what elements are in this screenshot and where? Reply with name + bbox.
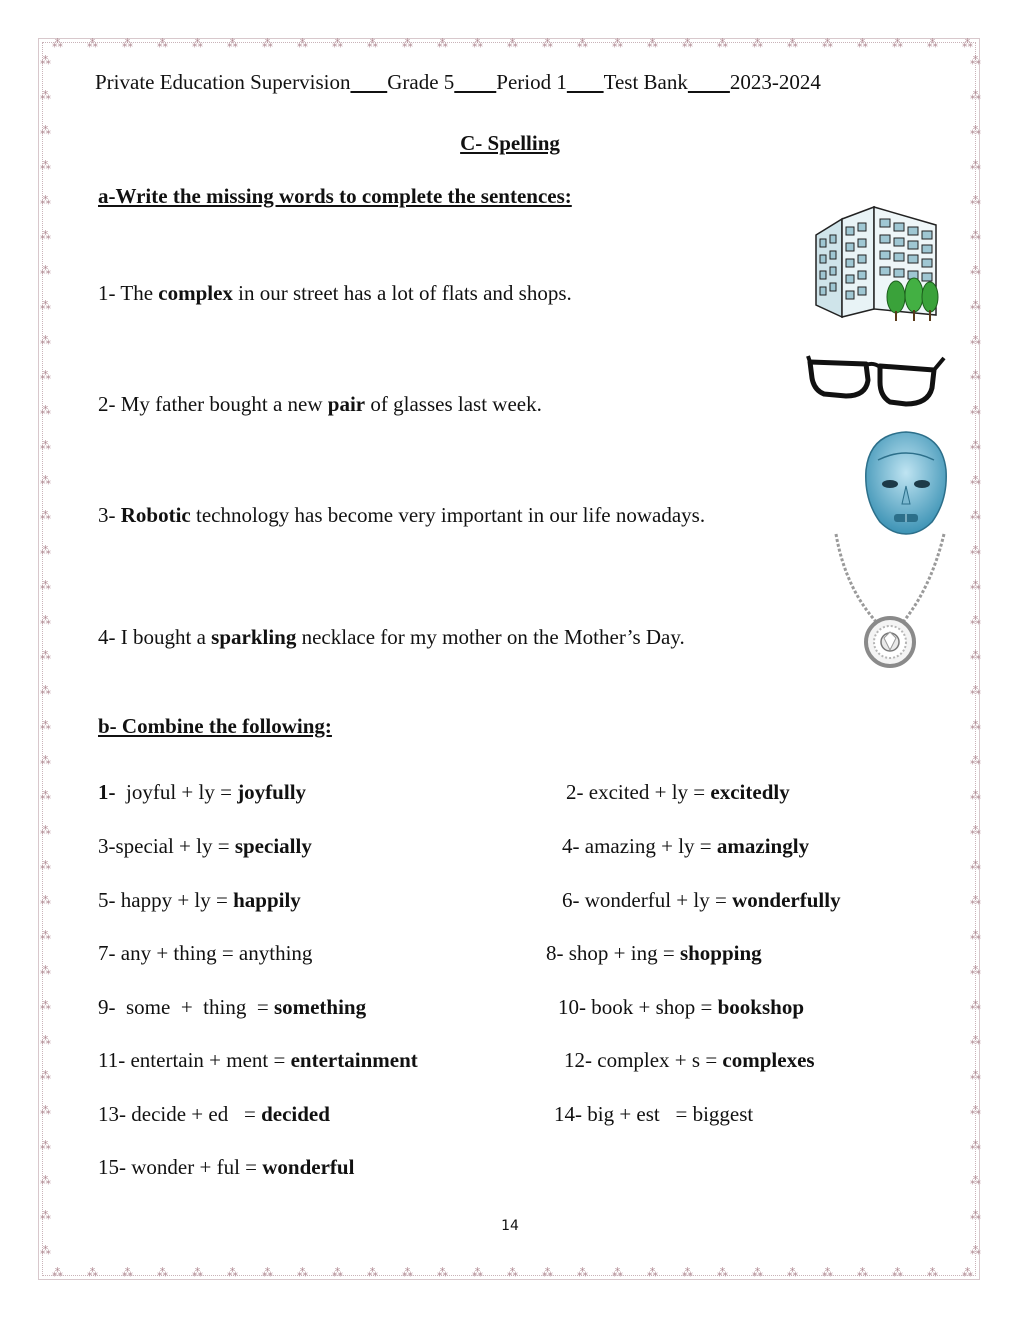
border-ornament: ⁂ <box>40 1000 51 1012</box>
border-ornament: ⁂ <box>40 265 51 277</box>
sentence-2-start: 2- My father bought a new <box>98 392 328 416</box>
border-ornament: ⁂ <box>822 38 833 50</box>
sentence-4 <box>98 625 685 650</box>
combo-1-answer: joyfully <box>237 780 307 804</box>
sentence-1-end: in our street has a lot of flats and shops. <box>232 281 572 305</box>
border-ornament: ⁂ <box>970 790 981 802</box>
border-ornament: ⁂ <box>367 38 378 50</box>
combo-15-num: 15- <box>98 1155 126 1179</box>
border-ornament: ⁂ <box>542 1267 553 1279</box>
combo-14-num: 14- <box>554 1102 582 1126</box>
combo-12-num: 12- <box>564 1048 592 1072</box>
border-ornament: ⁂ <box>297 1267 308 1279</box>
border-ornament: ⁂ <box>612 1267 623 1279</box>
border-ornament: ⁂ <box>52 38 63 50</box>
border-ornament: ⁂ <box>40 965 51 977</box>
combo-11-num: 11- <box>98 1048 126 1072</box>
border-ornament: ⁂ <box>332 38 343 50</box>
border-ornament: ⁂ <box>40 125 51 137</box>
border-ornament: ⁂ <box>892 38 903 50</box>
border-ornament: ⁂ <box>40 55 51 67</box>
combo-5-num: 5- <box>98 888 116 912</box>
combo-8-expr: shop + ing = <box>563 941 680 965</box>
border-ornament: ⁂ <box>857 38 868 50</box>
border-ornament: ⁂ <box>507 38 518 50</box>
combo-item-5 <box>98 888 301 913</box>
combo-item-3 <box>98 834 312 859</box>
necklace-image <box>830 532 948 674</box>
combo-11-answer: entertainment <box>290 1048 418 1072</box>
border-ornament: ⁂ <box>970 1175 981 1187</box>
combo-9-expr: some + thing = <box>115 995 274 1019</box>
combo-1-expr: joyful + ly = <box>115 780 238 804</box>
border-ornament: ⁂ <box>970 90 981 102</box>
sentence-1-answer: complex <box>158 281 233 305</box>
border-ornament: ⁂ <box>40 230 51 242</box>
combo-item-11 <box>98 1048 418 1073</box>
combo-9-num: 9- <box>98 995 116 1019</box>
sentence-4-start: 4- I bought a <box>98 625 212 649</box>
combo-item-7 <box>98 941 312 966</box>
combo-8-answer: shopping <box>679 941 762 965</box>
combo-10-answer: bookshop <box>717 995 804 1019</box>
border-ornament: ⁂ <box>262 38 273 50</box>
border-ornament: ⁂ <box>40 895 51 907</box>
combo-3-expr: special + ly = <box>115 834 235 858</box>
border-ornament: ⁂ <box>970 825 981 837</box>
border-ornament: ⁂ <box>577 38 588 50</box>
border-ornament: ⁂ <box>970 615 981 627</box>
border-ornament: ⁂ <box>40 755 51 767</box>
border-ornament: ⁂ <box>962 1267 973 1279</box>
border-ornament: ⁂ <box>970 335 981 347</box>
border-ornament: ⁂ <box>970 195 981 207</box>
border-ornament: ⁂ <box>40 475 51 487</box>
page-header <box>95 70 903 95</box>
border-ornament: ⁂ <box>40 300 51 312</box>
border-ornament: ⁂ <box>402 38 413 50</box>
combo-15-expr: wonder + ful = <box>126 1155 263 1179</box>
section-b-heading: b- Combine the following: <box>98 714 332 738</box>
combo-8-num: 8- <box>546 941 564 965</box>
border-ornament: ⁂ <box>970 720 981 732</box>
sentence-2 <box>98 392 542 417</box>
border-ornament: ⁂ <box>402 1267 413 1279</box>
border-ornament: ⁂ <box>647 38 658 50</box>
combo-item-6 <box>562 888 841 913</box>
section-title: C- Spelling <box>460 131 560 155</box>
border-ornament: ⁂ <box>40 545 51 557</box>
border-ornament: ⁂ <box>40 160 51 172</box>
combo-item-9 <box>98 995 366 1020</box>
combo-item-13 <box>98 1102 330 1127</box>
border-ornament: ⁂ <box>40 650 51 662</box>
combo-item-1 <box>98 780 306 805</box>
border-ornament: ⁂ <box>970 440 981 452</box>
border-ornament: ⁂ <box>970 125 981 137</box>
border-ornament: ⁂ <box>892 1267 903 1279</box>
combo-1-num: 1- <box>98 780 116 804</box>
combo-item-8 <box>546 941 762 966</box>
border-ornament: ⁂ <box>40 930 51 942</box>
border-ornament: ⁂ <box>970 1000 981 1012</box>
border-ornament: ⁂ <box>970 1035 981 1047</box>
border-ornament: ⁂ <box>577 1267 588 1279</box>
border-ornament: ⁂ <box>970 930 981 942</box>
border-ornament: ⁂ <box>970 965 981 977</box>
combo-14-expr: big + est = biggest <box>582 1102 754 1126</box>
border-ornament: ⁂ <box>787 1267 798 1279</box>
border-ornament: ⁂ <box>297 38 308 50</box>
border-ornament: ⁂ <box>970 510 981 522</box>
border-ornament: ⁂ <box>122 1267 133 1279</box>
border-ornament: ⁂ <box>970 685 981 697</box>
combo-item-15 <box>98 1155 354 1180</box>
combo-13-answer: decided <box>261 1102 330 1126</box>
combo-5-answer: happily <box>233 888 301 912</box>
combo-3-num: 3- <box>98 834 116 858</box>
border-ornament: ⁂ <box>40 1140 51 1152</box>
border-ornament: ⁂ <box>40 790 51 802</box>
combo-2-expr: excited + ly = <box>583 780 711 804</box>
header-institution: Private Education Supervision <box>95 70 351 94</box>
border-ornament: ⁂ <box>787 38 798 50</box>
border-ornament: ⁂ <box>122 38 133 50</box>
combo-6-num: 6- <box>562 888 580 912</box>
border-ornament: ⁂ <box>970 230 981 242</box>
border-ornament: ⁂ <box>40 825 51 837</box>
border-ornament: ⁂ <box>507 1267 518 1279</box>
combo-5-expr: happy + ly = <box>115 888 234 912</box>
header-period: Period 1 <box>496 70 567 94</box>
border-ornament: ⁂ <box>40 1175 51 1187</box>
border-ornament: ⁂ <box>647 1267 658 1279</box>
combo-item-14 <box>554 1102 753 1127</box>
border-ornament: ⁂ <box>682 38 693 50</box>
border-ornament: ⁂ <box>40 580 51 592</box>
combo-2-answer: excitedly <box>710 780 790 804</box>
combo-7-num: 7- <box>98 941 116 965</box>
border-ornament: ⁂ <box>970 475 981 487</box>
combo-10-num: 10- <box>558 995 586 1019</box>
sentence-4-end: necklace for my mother on the Mother’s Day. <box>296 625 685 649</box>
border-ornament: ⁂ <box>40 1035 51 1047</box>
border-ornament: ⁂ <box>52 1267 63 1279</box>
border-ornament: ⁂ <box>970 300 981 312</box>
sentence-1 <box>98 281 572 306</box>
border-ornament: ⁂ <box>717 1267 728 1279</box>
border-ornament: ⁂ <box>40 1245 51 1257</box>
border-ornament: ⁂ <box>40 860 51 872</box>
border-ornament: ⁂ <box>40 510 51 522</box>
sentence-3-start: 3- <box>98 503 121 527</box>
border-ornament: ⁂ <box>40 90 51 102</box>
border-ornament: ⁂ <box>262 1267 273 1279</box>
combo-10-expr: book + shop = <box>586 995 718 1019</box>
building-image <box>812 205 942 323</box>
combo-4-expr: amazing + ly = <box>579 834 717 858</box>
border-ornament: ⁂ <box>40 1070 51 1082</box>
section-a-heading: a-Write the missing words to complete the sentences: <box>98 184 572 208</box>
border-ornament: ⁂ <box>542 38 553 50</box>
border-ornament: ⁂ <box>717 38 728 50</box>
border-ornament: ⁂ <box>40 370 51 382</box>
combo-13-num: 13- <box>98 1102 126 1126</box>
header-year: 2023-2024 <box>729 70 821 94</box>
border-ornament: ⁂ <box>472 38 483 50</box>
border-ornament: ⁂ <box>857 1267 868 1279</box>
border-ornament: ⁂ <box>970 405 981 417</box>
border-ornament: ⁂ <box>927 38 938 50</box>
combo-6-answer: wonderfully <box>732 888 841 912</box>
border-ornament: ⁂ <box>472 1267 483 1279</box>
border-ornament: ⁂ <box>970 860 981 872</box>
glasses-image <box>806 350 946 408</box>
combo-item-4 <box>562 834 809 859</box>
border-ornament: ⁂ <box>192 1267 203 1279</box>
header-grade: Grade 5 <box>387 70 455 94</box>
border-ornament: ⁂ <box>970 755 981 767</box>
border-ornament: ⁂ <box>822 1267 833 1279</box>
border-ornament: ⁂ <box>970 160 981 172</box>
combo-7-expr: any + thing = anything <box>115 941 313 965</box>
border-ornament: ⁂ <box>192 38 203 50</box>
combo-13-expr: decide + ed = <box>126 1102 262 1126</box>
border-ornament: ⁂ <box>970 265 981 277</box>
border-ornament: ⁂ <box>752 38 763 50</box>
header-book: Test Bank <box>603 70 688 94</box>
combo-12-expr: complex + s = <box>592 1048 723 1072</box>
border-ornament: ⁂ <box>40 335 51 347</box>
border-ornament: ⁂ <box>40 440 51 452</box>
border-ornament: ⁂ <box>970 370 981 382</box>
border-ornament: ⁂ <box>970 1210 981 1222</box>
border-ornament: ⁂ <box>157 38 168 50</box>
border-ornament: ⁂ <box>437 38 448 50</box>
combo-6-expr: wonderful + ly = <box>579 888 733 912</box>
border-ornament: ⁂ <box>40 615 51 627</box>
border-ornament: ⁂ <box>970 1070 981 1082</box>
border-ornament: ⁂ <box>970 650 981 662</box>
border-ornament: ⁂ <box>227 1267 238 1279</box>
sentence-4-answer: sparkling <box>211 625 297 649</box>
sentence-3-answer: Robotic <box>120 503 191 527</box>
border-ornament: ⁂ <box>970 1245 981 1257</box>
border-ornament: ⁂ <box>970 580 981 592</box>
border-ornament: ⁂ <box>87 38 98 50</box>
combo-3-answer: specially <box>234 834 312 858</box>
combo-4-num: 4- <box>562 834 580 858</box>
border-ornament: ⁂ <box>682 1267 693 1279</box>
border-ornament: ⁂ <box>970 55 981 67</box>
border-ornament: ⁂ <box>970 545 981 557</box>
sentence-2-answer: pair <box>327 392 366 416</box>
border-ornament: ⁂ <box>87 1267 98 1279</box>
border-ornament: ⁂ <box>40 720 51 732</box>
border-ornament: ⁂ <box>40 195 51 207</box>
border-ornament: ⁂ <box>227 38 238 50</box>
sentence-1-start: 1- The <box>98 281 159 305</box>
combo-item-12 <box>564 1048 815 1073</box>
sentence-3-end: technology has become very important in our life nowadays. <box>190 503 706 527</box>
border-ornament: ⁂ <box>962 38 973 50</box>
border-ornament: ⁂ <box>40 685 51 697</box>
page-number: 14 <box>501 1218 519 1234</box>
combo-4-answer: amazingly <box>716 834 810 858</box>
sentence-3 <box>98 503 705 528</box>
combo-2-num: 2- <box>566 780 584 804</box>
border-ornament: ⁂ <box>157 1267 168 1279</box>
border-ornament: ⁂ <box>612 38 623 50</box>
border-ornament: ⁂ <box>970 1105 981 1117</box>
border-ornament: ⁂ <box>367 1267 378 1279</box>
combo-9-answer: something <box>273 995 367 1019</box>
combo-12-answer: complexes <box>722 1048 815 1072</box>
border-ornament: ⁂ <box>437 1267 448 1279</box>
combo-item-10 <box>558 995 804 1020</box>
combo-item-2 <box>566 780 790 805</box>
border-ornament: ⁂ <box>970 1140 981 1152</box>
border-ornament: ⁂ <box>40 1105 51 1117</box>
robot-face-image <box>862 430 950 536</box>
sentence-2-end: of glasses last week. <box>365 392 542 416</box>
combo-11-expr: entertain + ment = <box>125 1048 291 1072</box>
border-ornament: ⁂ <box>40 1210 51 1222</box>
border-ornament: ⁂ <box>752 1267 763 1279</box>
border-ornament: ⁂ <box>970 895 981 907</box>
combo-15-answer: wonderful <box>262 1155 355 1179</box>
border-ornament: ⁂ <box>40 405 51 417</box>
border-ornament: ⁂ <box>927 1267 938 1279</box>
border-ornament: ⁂ <box>332 1267 343 1279</box>
